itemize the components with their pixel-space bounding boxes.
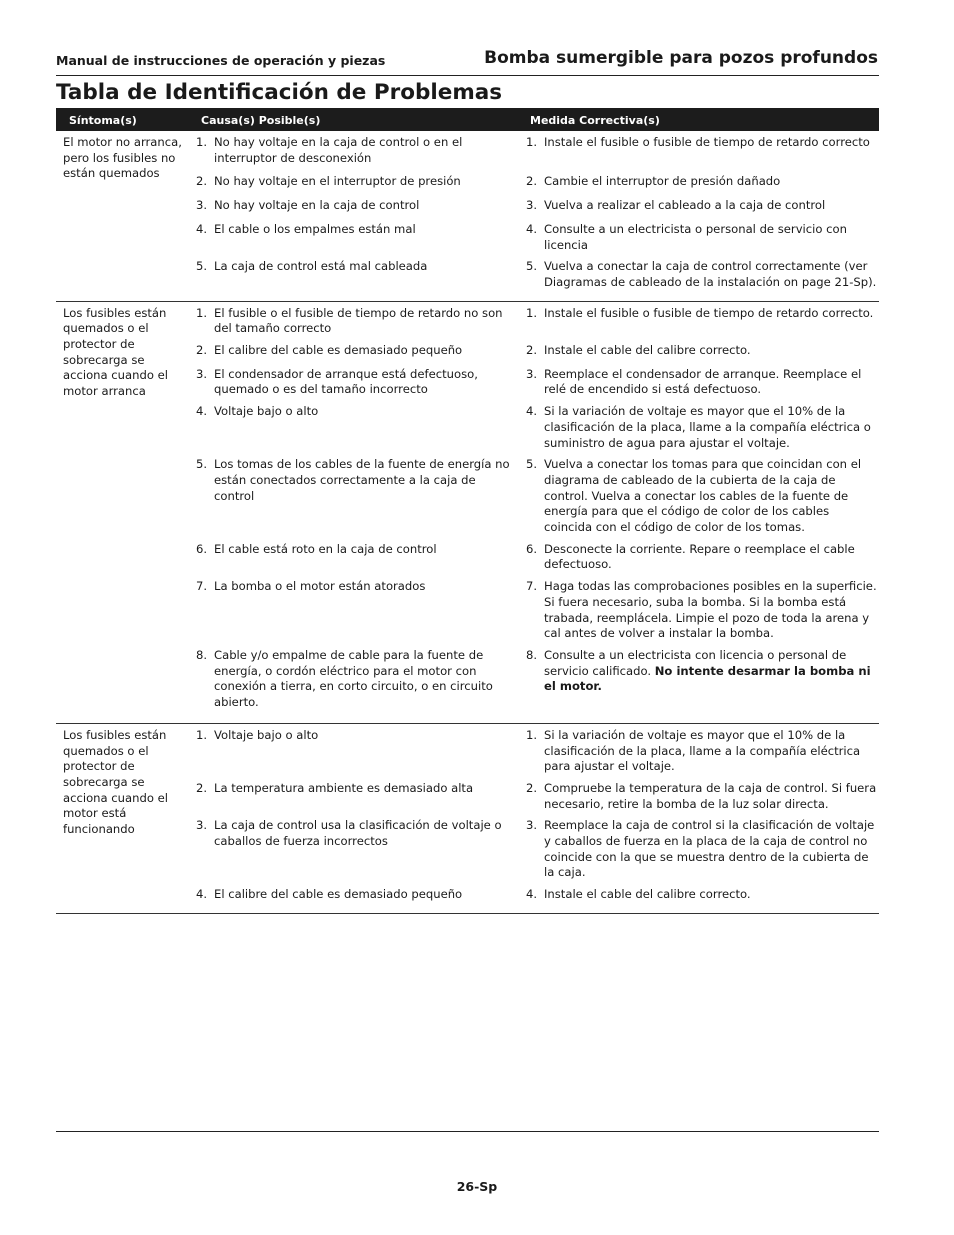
remedy-number: 3. [526, 198, 538, 213]
cause-cell [193, 306, 523, 337]
remedy-text-block [544, 259, 879, 290]
remedy-number: 2. [526, 780, 538, 795]
symptom-cell: Los fusibles están quemados o el protector de sobrecarga se acciona cuando el motor arranca [63, 305, 168, 399]
table-row [193, 579, 879, 648]
table-row [193, 404, 879, 457]
table-row [193, 818, 879, 887]
table-row [193, 343, 879, 367]
table-row-group [56, 724, 879, 914]
cause-number: 5. [196, 259, 208, 274]
remedy-text: Desconecte la corriente. Repare o reemplace el cable defectuoso. [544, 541, 855, 572]
remedy-text-block [544, 404, 879, 451]
remedy-text-block [544, 367, 879, 398]
cause-cell [193, 259, 523, 290]
remedy-text: Reemplace la caja de control si la clasificación de voltaje y caballos de fuerza en la placa de la caja de control no coincide con la que se muestra dentro de la cubierta de la caja. [544, 818, 875, 880]
remedy-cell [523, 404, 879, 451]
remedy-cell [523, 457, 879, 536]
cause-text: No hay voltaje en la caja de control [214, 198, 420, 213]
table-row [193, 259, 879, 296]
cause-remedy-list [193, 728, 879, 909]
troubleshooting-table [56, 108, 879, 914]
cause-text: La caja de control usa la clasificación de voltaje o caballos de fuerza incorrectos [214, 818, 502, 849]
header-divider [56, 75, 879, 76]
table-body [56, 131, 879, 914]
cause-text: Los tomas de los cables de la fuente de energía no están conectados correctamente a la caja de control [214, 457, 510, 503]
cause-text: No hay voltaje en el interruptor de presión [214, 174, 461, 189]
cause-number: 4. [196, 887, 208, 902]
column-header-cause: Causa(s) Posible(s) [201, 114, 321, 127]
remedy-cell [523, 367, 879, 398]
cause-cell [193, 343, 523, 359]
cause-text: La bomba o el motor están atorados [214, 579, 426, 594]
cause-number: 4. [196, 221, 208, 236]
cause-text: Voltaje bajo o alto [214, 404, 319, 419]
remedy-number: 2. [526, 343, 538, 358]
cause-text: La temperatura ambiente es demasiado alta [214, 780, 474, 795]
remedy-text: Instale el fusible o fusible de tiempo de retardo correcto. [544, 305, 874, 320]
table-row [193, 542, 879, 579]
cause-text: El condensador de arranque está defectuoso, quemado o es del tamaño incorrecto [214, 366, 478, 397]
cause-cell [193, 781, 523, 812]
table-row [193, 135, 879, 174]
cause-number: 2. [196, 780, 208, 795]
remedy-cell [523, 222, 879, 253]
cause-cell [193, 222, 523, 253]
remedy-cell [523, 818, 879, 881]
column-header-remedy: Medida Correctiva(s) [530, 114, 660, 127]
cause-number: 3. [196, 366, 208, 381]
remedy-cell [523, 259, 879, 290]
remedy-text: Vuelva a conectar la caja de control correctamente (ver Diagramas de cableado de la instalación on page 21-Sp). [544, 259, 877, 289]
cause-number: 6. [196, 541, 208, 556]
remedy-text: Cambie el interruptor de presión dañado [544, 174, 781, 189]
remedy-cell [523, 343, 879, 359]
cause-text: Voltaje bajo o alto [214, 727, 319, 742]
cause-remedy-list [193, 135, 879, 297]
cause-cell [193, 542, 523, 573]
remedy-number: 5. [526, 259, 538, 274]
remedy-text: Instale el cable del calibre correcto. [544, 343, 751, 358]
cause-number: 1. [196, 727, 208, 742]
remedy-text: Compruebe la temperatura de la caja de control. Si fuera necesario, retire la bomba de la luz solar directa. [544, 780, 877, 811]
remedy-cell [523, 135, 879, 166]
remedy-text-block [544, 222, 879, 253]
cause-number: 7. [196, 579, 208, 594]
remedy-text-block [544, 198, 879, 214]
cause-remedy-list [193, 306, 879, 719]
remedy-text-block [544, 818, 879, 881]
footer-divider [56, 1131, 879, 1132]
table-row [193, 198, 879, 222]
page-number: 26-Sp [456, 1179, 498, 1194]
cause-number: 8. [196, 647, 208, 662]
remedy-text-block [544, 306, 879, 337]
remedy-text: Instale el cable del calibre correcto. [544, 887, 751, 902]
remedy-number: 2. [526, 174, 538, 189]
remedy-number: 7. [526, 579, 538, 594]
table-row [193, 781, 879, 818]
page-title: Tabla de Identificación de Problemas [56, 80, 503, 105]
cause-number: 3. [196, 818, 208, 833]
remedy-number: 5. [526, 457, 538, 472]
cause-text: El cable está roto en la caja de control [214, 541, 437, 556]
column-header-symptom: Síntoma(s) [69, 114, 137, 127]
cause-text: La caja de control está mal cableada [214, 259, 428, 274]
remedy-text-block [544, 135, 879, 166]
cause-cell [193, 579, 523, 642]
remedy-number: 1. [526, 305, 538, 320]
cause-text: El calibre del cable es demasiado pequeño [214, 343, 463, 358]
cause-cell [193, 404, 523, 451]
cause-number: 5. [196, 457, 208, 472]
cause-cell [193, 135, 523, 166]
remedy-text-block [544, 887, 879, 903]
remedy-text: Si la variación de voltaje es mayor que el 10% de la clasificación de la placa, llame a la compañía eléctrica para ajustar el voltaje. [544, 727, 861, 774]
remedy-text: Vuelva a realizar el cableado a la caja de control [544, 198, 826, 213]
cause-text: El fusible o el fusible de tiempo de retardo no son del tamaño correcto [214, 305, 503, 336]
cause-cell [193, 887, 523, 903]
table-row [193, 457, 879, 542]
cause-cell [193, 818, 523, 881]
remedy-number: 1. [526, 135, 538, 149]
remedy-warning-bold: No intente desarmar la bomba ni el motor. [544, 663, 871, 694]
remedy-text: Consulte a un electricista con licencia o personal de servicio calificado. [544, 647, 847, 678]
remedy-cell [523, 728, 879, 775]
remedy-number: 6. [526, 541, 538, 556]
cause-text: El calibre del cable es demasiado pequeño [214, 887, 463, 902]
cause-cell [193, 728, 523, 775]
remedy-cell [523, 579, 879, 642]
cause-number: 1. [196, 305, 208, 320]
remedy-number: 1. [526, 727, 538, 742]
remedy-text-block [544, 174, 879, 190]
cause-text: Cable y/o empalme de cable para la fuente de energía, o cordón eléctrico para el motor con conexión a tierra, en corto circuito, o en circuito abierto. [214, 647, 493, 710]
product-title: Bomba sumergible para pozos profundos [484, 48, 878, 68]
cause-number: 1. [196, 135, 208, 149]
table-row-group [56, 131, 879, 302]
remedy-text-block [544, 648, 879, 711]
table-row [193, 648, 879, 719]
cause-cell [193, 648, 523, 711]
symptom-cell: Los fusibles están quemados o el protector de sobrecarga se acciona cuando el motor está funcionando [63, 727, 168, 837]
cause-number: 2. [196, 343, 208, 358]
cause-text: El cable o los empalmes están mal [214, 221, 416, 236]
remedy-text: Si la variación de voltaje es mayor que el 10% de la clasificación de la placa, llame a la compañía eléctrica o suministro de agua para ajustar el voltaje. [544, 404, 871, 450]
cause-number: 4. [196, 404, 208, 419]
table-row [193, 728, 879, 781]
table-row [193, 306, 879, 343]
cause-cell [193, 198, 523, 214]
remedy-text-block [544, 343, 879, 359]
table-row [193, 367, 879, 404]
remedy-cell [523, 306, 879, 337]
remedy-text-block [544, 542, 879, 573]
remedy-number: 4. [526, 887, 538, 902]
table-row [193, 174, 879, 198]
cause-text: No hay voltaje en la caja de control o en el interruptor de desconexión [214, 135, 463, 165]
remedy-text-block [544, 457, 879, 536]
remedy-text-block [544, 728, 879, 775]
table-row-group [56, 302, 879, 724]
table-header [56, 108, 879, 131]
remedy-text: Consulte a un electricista o personal de servicio con licencia [544, 221, 847, 252]
cause-cell [193, 174, 523, 190]
remedy-cell [523, 542, 879, 573]
remedy-cell [523, 198, 879, 214]
cause-number: 3. [196, 198, 208, 213]
remedy-cell [523, 781, 879, 812]
remedy-text: Reemplace el condensador de arranque. Reemplace el relé de encendido si está defectuoso. [544, 366, 862, 397]
remedy-text: Haga todas las comprobaciones posibles en la superficie. Si fuera necesario, suba la bomba. Si la bomba está trabada, reemplácela. Limpie el pozo de toda la arena y cal antes de volver a instalar la bomba. [544, 579, 877, 641]
remedy-text-block [544, 781, 879, 812]
remedy-cell [523, 887, 879, 903]
remedy-text: Vuelva a conectar los tomas para que coincidan con el diagrama de cableado de la cubierta de la caja de control. Vuelva a conectar los cables de la fuente de energía para que el código de color de los cables coincida con el código de color de los tomas. [544, 457, 862, 535]
symptom-cell: El motor no arranca, pero los fusibles no están quemados [63, 135, 182, 181]
table-row [193, 887, 879, 909]
remedy-number: 4. [526, 221, 538, 236]
remedy-cell [523, 648, 879, 711]
remedy-text-block [544, 579, 879, 642]
cause-cell [193, 367, 523, 398]
table-row [193, 222, 879, 259]
remedy-text: Instale el fusible o fusible de tiempo de retardo correcto [544, 135, 870, 149]
cause-number: 2. [196, 174, 208, 189]
remedy-number: 4. [526, 404, 538, 419]
remedy-number: 3. [526, 366, 538, 381]
remedy-number: 3. [526, 818, 538, 833]
cause-cell [193, 457, 523, 536]
remedy-cell [523, 174, 879, 190]
remedy-number: 8. [526, 647, 538, 662]
manual-title: Manual de instrucciones de operación y piezas [56, 53, 386, 68]
